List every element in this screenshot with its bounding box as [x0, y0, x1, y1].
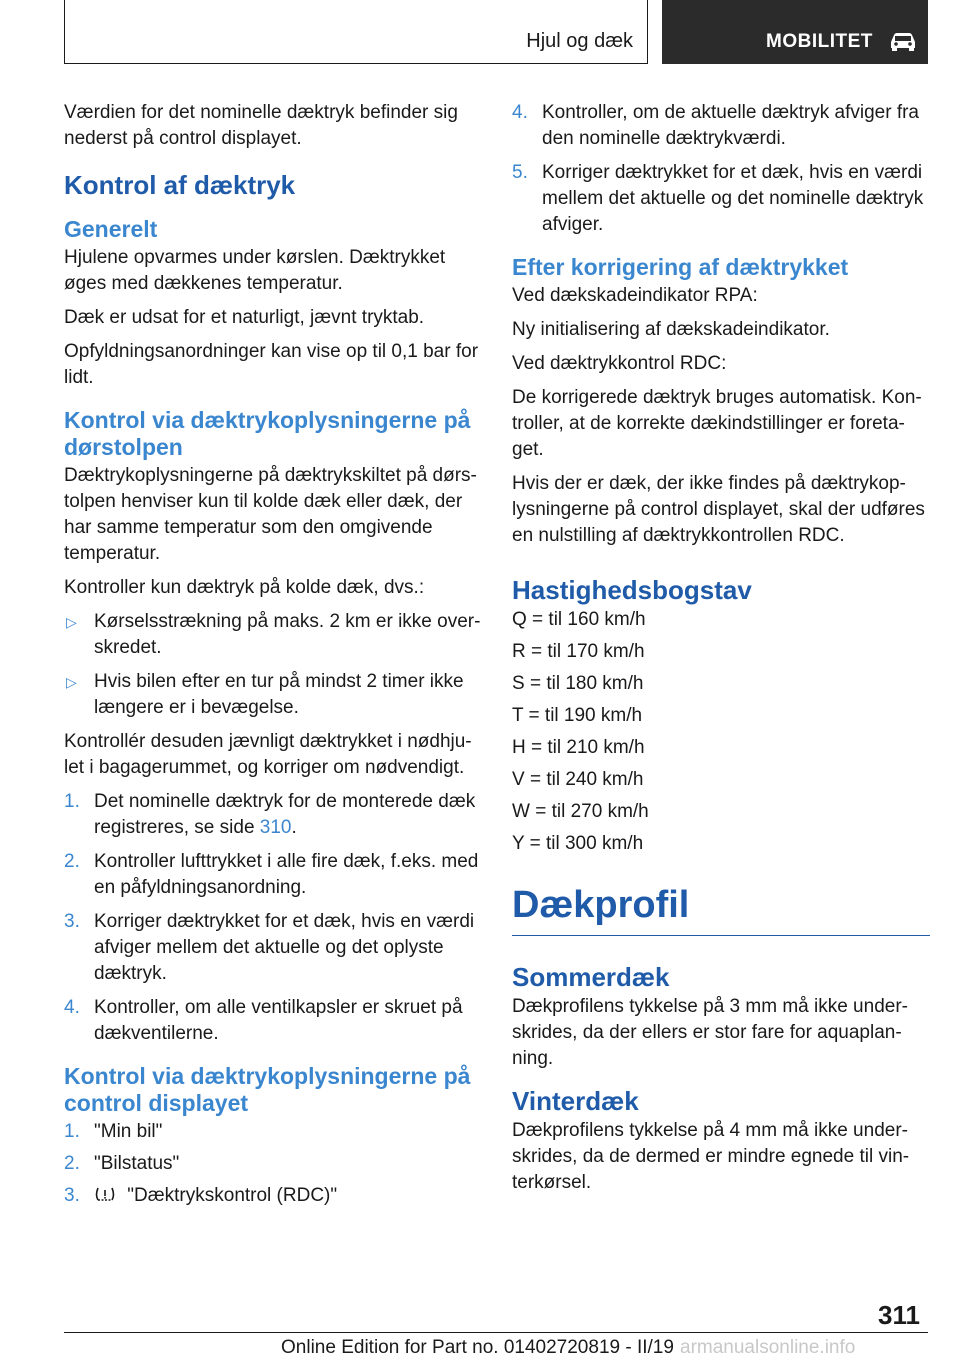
- step-item: 5. Korriger dæktrykket for et dæk, hvis en værdi mellem det aktuelle og det nominelle dæktryk afviger.: [512, 162, 924, 235]
- heading-control-display: Kontrol via dæktrykoplysningerne på control displayet: [64, 1063, 471, 1116]
- left-column: [64, 100, 482, 1217]
- menu-step-item: 2. "Bilstatus": [64, 1153, 180, 1174]
- tire-pressure-warning-icon: [94, 1187, 116, 1203]
- paragraph-door-label: Dæktrykoplysningerne på dæktrykskiltet på dørs‐tolpen henviser kun til kolde dæk eller dæk, der har samme temperatur som den omgivende temperatur.: [64, 465, 477, 564]
- heading-winter-tires: Vinterdæk: [512, 1086, 639, 1116]
- page-number: 311: [878, 1300, 920, 1330]
- menu-step-item: 1. "Min bil": [64, 1121, 163, 1142]
- heading-speed-rating: Hastighedsbogstav: [512, 575, 752, 605]
- heading-after-correction: Efter korrigering af dæktrykket: [512, 254, 849, 280]
- header-section-title: Hjul og dæk: [526, 30, 633, 52]
- paragraph-rdc-auto: De korrigerede dæktryk bruges automatisk. Kon‐troller, at de korrekte dækindstillinger er foreta‐get.: [512, 387, 922, 460]
- header-chapter-box: [662, 0, 928, 64]
- speed-rating-item: R = til 170 km/h: [512, 641, 645, 662]
- step-item: 3. Korriger dæktrykket for et dæk, hvis en værdi afviger mellem det aktuelle og det oplyste dæktryk.: [64, 911, 475, 984]
- bullet-item: ▷ Hvis bilen efter en tur på mindst 2 timer ikke længere er i bevægelse.: [66, 671, 464, 718]
- paragraph-rpa: Ved dækskadeindikator RPA:: [512, 285, 758, 306]
- paragraph-pressure-loss: Dæk er udsat for et naturligt, jævnt tryktab.: [64, 307, 425, 328]
- speed-rating-item: W = til 270 km/h: [512, 801, 649, 822]
- step-item: 4. Kontroller, om de aktuelle dæktryk afviger fra den nominelle dæktrykværdi.: [512, 102, 920, 149]
- speed-rating-item: S = til 180 km/h: [512, 673, 644, 694]
- intro-paragraph: Værdien for det nominelle dæktryk befinder sig nederst på control displayet.: [64, 102, 458, 149]
- step-item: 4. Kontroller, om alle ventilkapsler er skruet på dækventilerne.: [64, 997, 463, 1044]
- footer-divider: [64, 1332, 928, 1333]
- bullet-item: ▷ Kørselsstrækning på maks. 2 km er ikke over‐skredet.: [66, 611, 481, 658]
- triangle-bullet-icon: ▷: [66, 614, 77, 630]
- heading-summer-tires: Sommerdæk: [512, 962, 670, 992]
- step-item: 1. Det nominelle dæktryk for de monterede dæk registreres, se side 310.: [64, 791, 476, 838]
- page-reference-link[interactable]: 310: [259, 817, 292, 838]
- speed-rating-item: V = til 240 km/h: [512, 769, 644, 790]
- paragraph-winter-tires: Dækprofilens tykkelse på 4 mm må ikke under‐skrides, da de dermed er mindre egnede til vin‐terkørsel.: [512, 1120, 910, 1193]
- speed-rating-item: T = til 190 km/h: [512, 705, 643, 726]
- paragraph-summer-tires: Dækprofilens tykkelse på 3 mm må ikke under‐skrides, da der ellers er stor fare for aquaplan‐ning.: [512, 996, 908, 1069]
- footer-watermark: armanualsonline.info: [680, 1337, 856, 1358]
- right-column: [512, 100, 930, 1204]
- speed-rating-item: Q = til 160 km/h: [512, 609, 646, 630]
- step-item: 2. Kontroller lufttrykket i alle fire dæk, f.eks. med en påfyldningsanordning.: [64, 851, 479, 898]
- paragraph-rdc-reset: Hvis der er dæk, der ikke findes på dæktrykop‐lysningerne på control displayet, skal der udføres en nulstilling af dæktrykkontrollen RDC.: [512, 473, 925, 546]
- car-icon: [888, 30, 918, 52]
- heading-door-pillar: Kontrol via dæktrykoplysningerne på dørstolpen: [64, 407, 471, 460]
- paragraph-spare-wheel: Kontrollér desuden jævnligt dæktrykket i nødhju‐let i bagagerummet, og korriger om nødvendigt.: [64, 731, 472, 778]
- heading-kontrol-af-daektryk: Kontrol af dæktryk: [64, 170, 296, 200]
- heading-generelt: Generelt: [64, 216, 158, 242]
- heading-tire-profile: Dækprofil: [512, 883, 930, 936]
- triangle-bullet-icon: ▷: [66, 674, 77, 690]
- paragraph-rdc: Ved dæktrykkontrol RDC:: [512, 353, 727, 374]
- paragraph-cold-tires: Kontroller kun dæktryk på kolde dæk, dvs.:: [64, 577, 425, 598]
- footer-edition: Online Edition for Part no. 01402720819 - II/19: [281, 1337, 674, 1358]
- paragraph-filling-device: Opfyldningsanordninger kan vise op til 0,1 bar for lidt.: [64, 341, 479, 388]
- header-chapter-title: MOBILITET: [766, 31, 873, 52]
- speed-rating-item: H = til 210 km/h: [512, 737, 645, 758]
- paragraph-heat: Hjulene opvarmes under kørslen. Dæktrykket øges med dækkenes temperatur.: [64, 247, 446, 294]
- menu-step-item: 3. "Dæktrykskontrol (RDC)": [64, 1185, 338, 1206]
- paragraph-rpa-init: Ny initialisering af dækskadeindikator.: [512, 319, 830, 340]
- header-section-box: [64, 0, 648, 64]
- speed-rating-item: Y = til 300 km/h: [512, 833, 644, 854]
